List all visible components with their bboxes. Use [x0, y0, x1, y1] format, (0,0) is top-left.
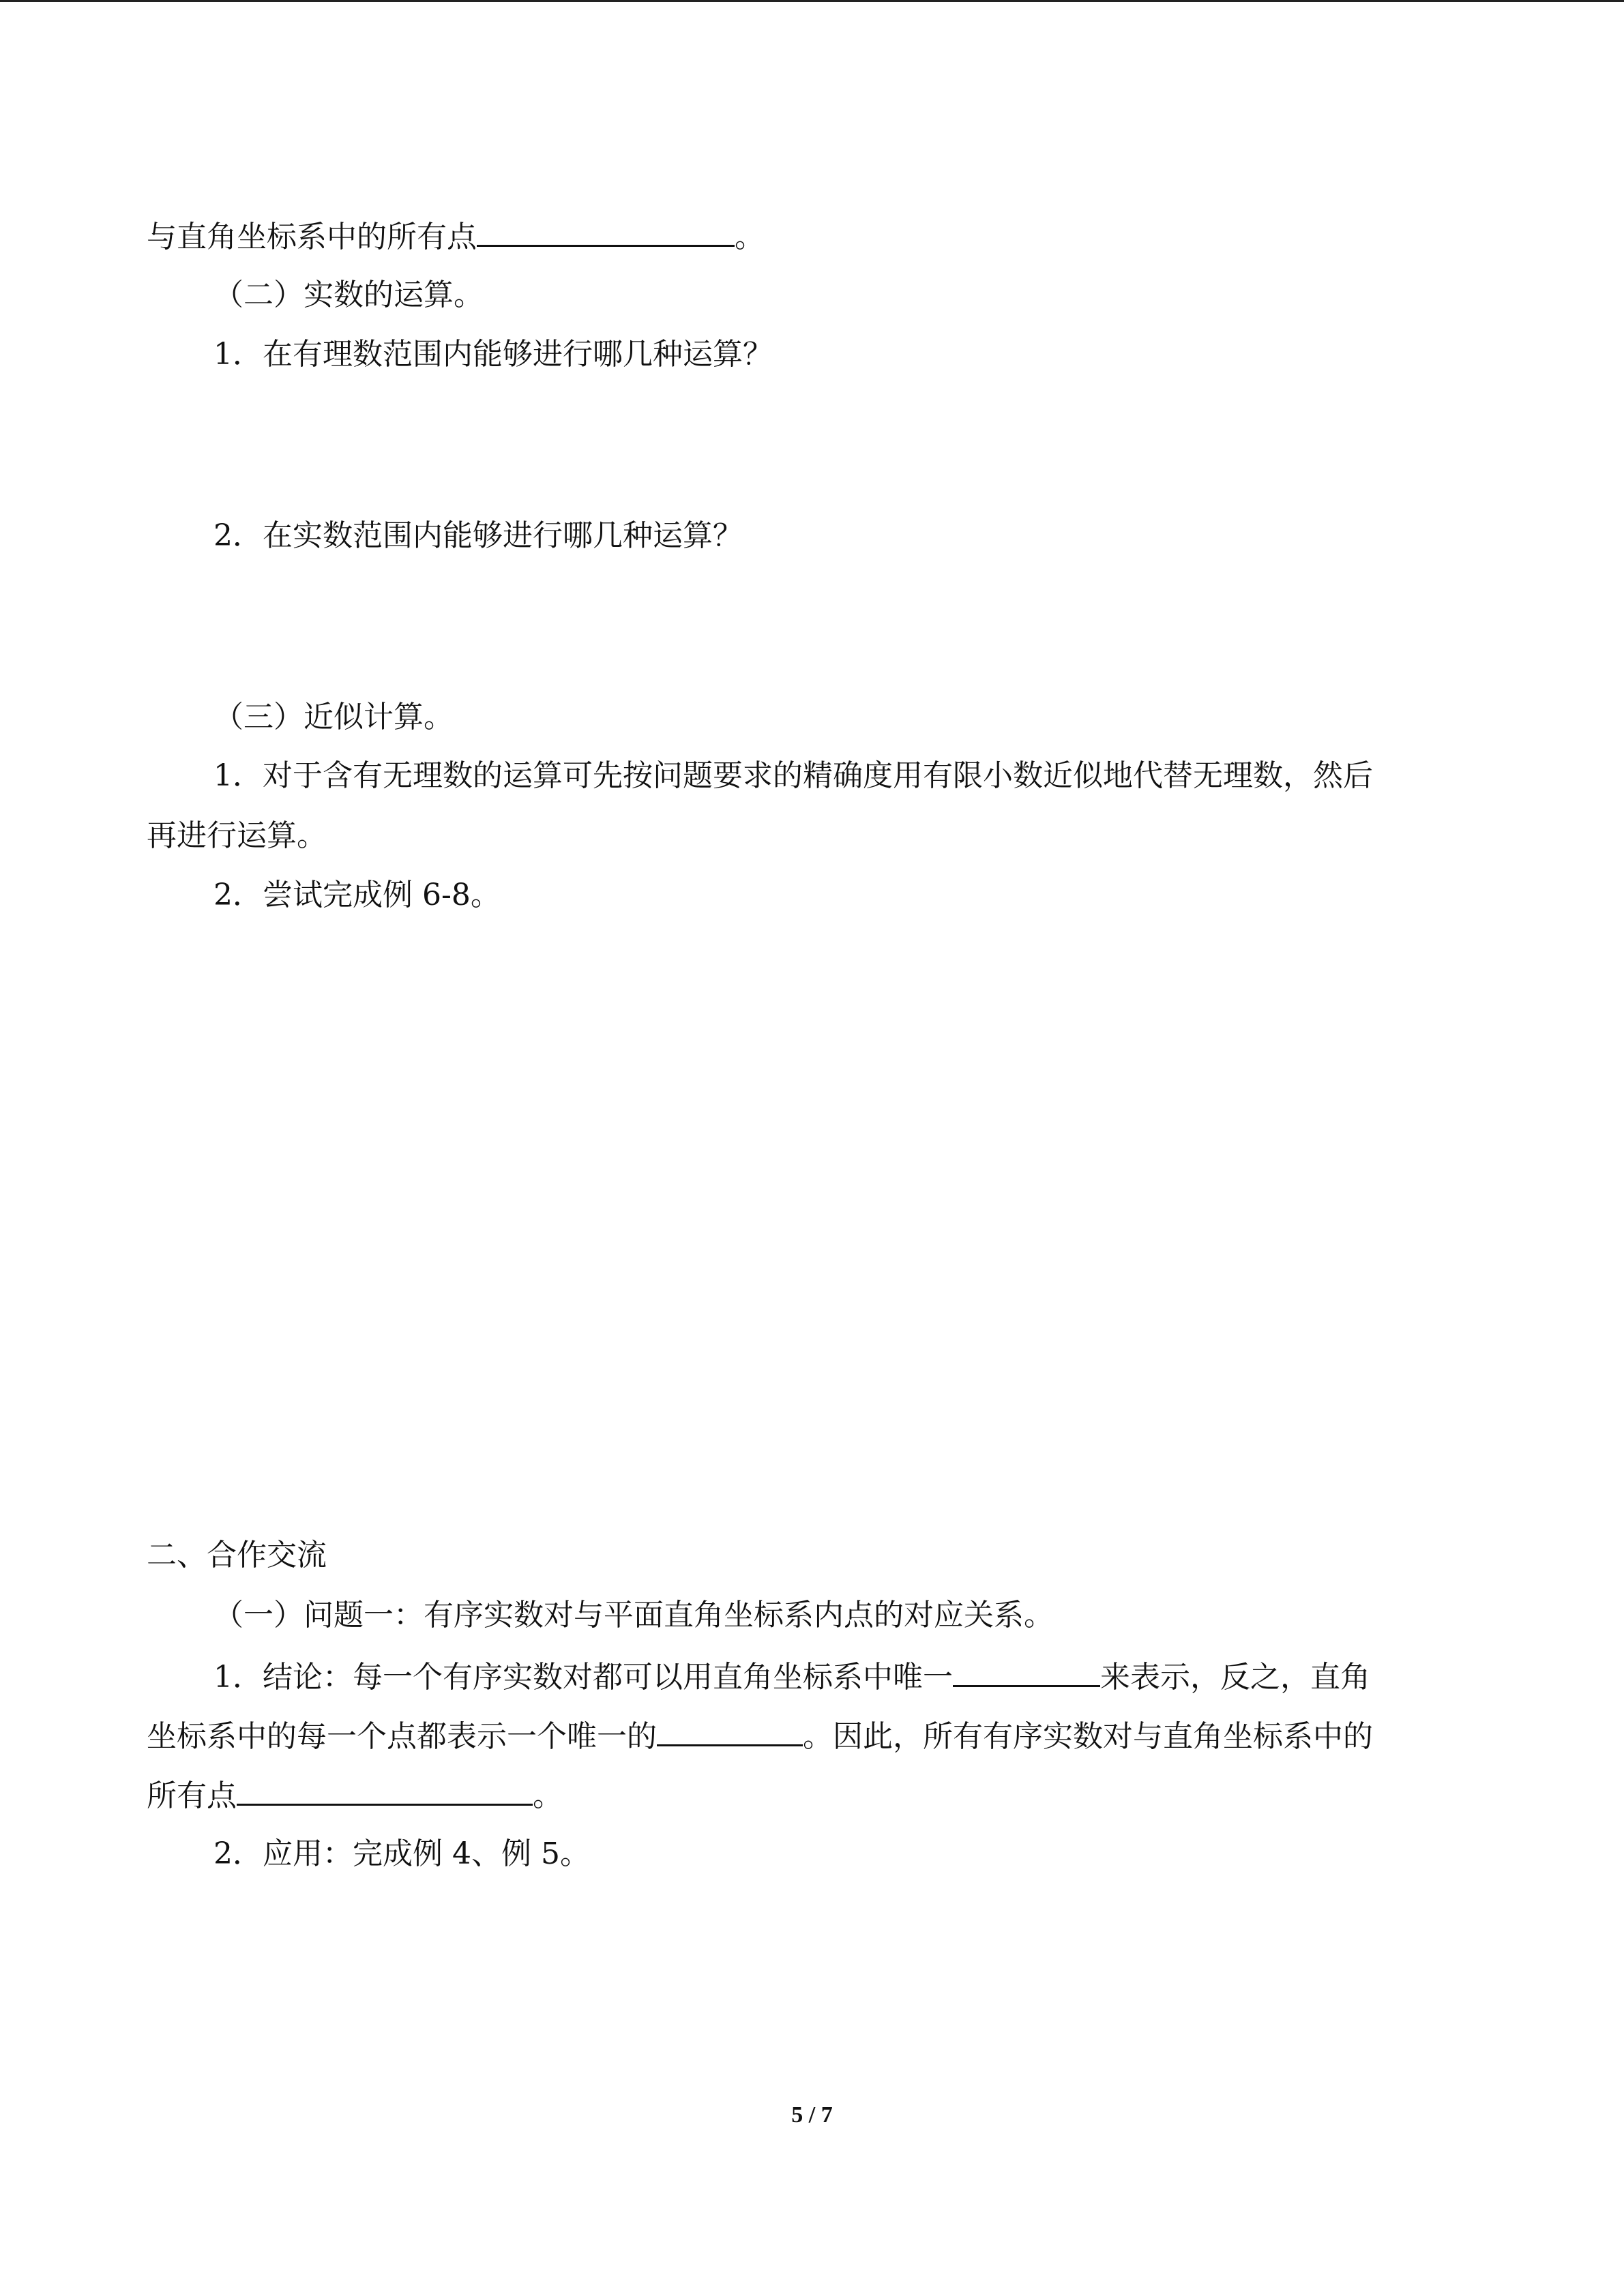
conclusion-line-1 [213, 1656, 1370, 1697]
fill-blank[interactable] [477, 216, 735, 247]
text: 坐标系中的每一个点都表示一个唯一的 [147, 1719, 657, 1754]
section-heading-operations: （二）实数的运算。 [213, 278, 484, 312]
text: 。 [533, 1778, 563, 1813]
fill-blank[interactable] [657, 1716, 803, 1746]
text: 来表示，反之，直角 [1100, 1660, 1370, 1695]
problem-one-heading: （一）问题一：有序实数对与平面直角坐标系内点的对应关系。 [213, 1598, 1054, 1632]
text: 。因此，所有有序实数对与直角坐标系中的 [803, 1719, 1373, 1754]
section-heading-approximation: （三）近似计算。 [213, 700, 454, 734]
page-number: 5 / 7 [791, 2102, 833, 2128]
conclusion-line-2 [147, 1716, 1373, 1756]
page-top-border [0, 0, 1624, 2]
text: 1．结论：每一个有序实数对都可以用直角坐标系中唯一 [213, 1660, 953, 1695]
approximation-item-2: 2．尝试完成例 6-8。 [213, 878, 501, 912]
part-heading-cooperation: 二、合作交流 [147, 1538, 327, 1572]
approximation-item-1: 1．对于含有无理数的运算可先按问题要求的精确度用有限小数近似地代替无理数，然后 [213, 758, 1373, 793]
question-real-operations: 2．在实数范围内能够进行哪几种运算？ [213, 518, 743, 553]
fill-blank[interactable] [953, 1656, 1100, 1687]
fill-blank[interactable] [237, 1775, 533, 1806]
question-rational-operations: 1．在有理数范围内能够进行哪几种运算？ [213, 337, 773, 372]
approximation-item-1-cont: 再进行运算。 [147, 818, 327, 853]
continuation-line [147, 216, 765, 256]
text: 。 [735, 220, 765, 254]
conclusion-line-3 [147, 1775, 563, 1815]
text: 所有点 [147, 1778, 237, 1813]
application-item: 2．应用：完成例 4、例 5。 [213, 1836, 590, 1871]
text: 与直角坐标系中的所有点 [147, 220, 477, 254]
